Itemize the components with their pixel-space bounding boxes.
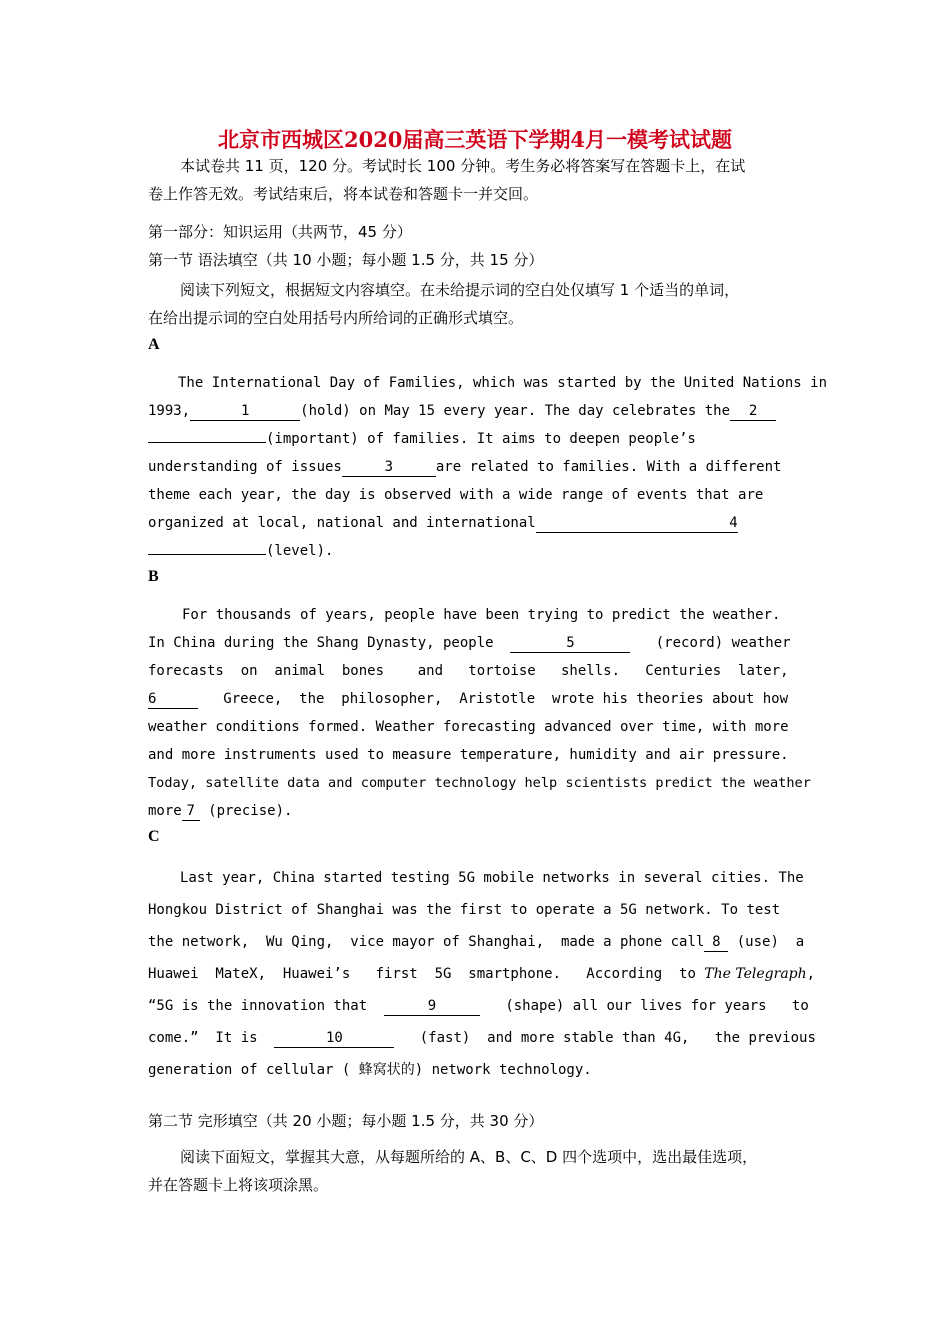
passage-line	[148, 425, 808, 453]
passage-line: weather conditions formed. Weather forecasting advanced over time, with more	[148, 719, 789, 735]
text-run: 1993,	[148, 403, 191, 419]
passage-line: The International Day of Families, which was started by the United Nations in	[178, 375, 828, 391]
instruction-line: 在给出提示词的空白处用括号内所给词的正确形式填空。	[148, 309, 524, 327]
passage-line	[148, 1022, 816, 1054]
text-run: (important) of families. It aims to deepen people’s	[266, 431, 696, 447]
passage-label-b: B	[148, 568, 159, 585]
publication-title: The Telegraph	[704, 966, 807, 982]
blank-2[interactable]: 2	[730, 402, 776, 421]
passage-a	[148, 369, 828, 565]
passage-line: Last year, China started testing 5G mobile networks in several cities. The	[180, 870, 804, 886]
blank-4-cont	[148, 554, 266, 555]
passage-line	[148, 990, 808, 1022]
instruction-line: 阅读下列短文，根据短文内容填空。在未给提示词的空白处仅填写 1 个适当的单词，	[180, 281, 740, 299]
text-run: (level).	[266, 543, 334, 559]
instruction-line: 阅读下面短文，掌握其大意，从每题所给的 A、B、C、D 四个选项中，选出最佳选项，	[180, 1148, 758, 1166]
text-run: “5G is the innovation that	[148, 998, 368, 1014]
passage-line	[148, 509, 808, 537]
section1-instructions	[148, 276, 808, 332]
section-heading: 第一节 语法填空（共 10 小题；每小题 1.5 分，共 15 分）	[148, 251, 544, 269]
passage-line: Hongkou District of Shanghai was the first to operate a 5G network. To test	[148, 902, 781, 918]
instruction-line: 并在答题卡上将该项涂黑。	[148, 1176, 329, 1194]
text-run: (fast) and more stable than 4G, the previous	[419, 1030, 816, 1046]
passage-line	[148, 629, 808, 657]
text-run: (hold) on May 15 every year. The day celebrates the	[300, 403, 731, 419]
text-run: In China during the Shang Dynasty, people	[148, 635, 494, 651]
passage-line	[148, 537, 808, 565]
text-run: Huawei MateX, Huawei’s first 5G smartphone. According to	[148, 966, 705, 982]
part-heading: 第一部分：知识运用（共两节，45 分）	[148, 223, 412, 241]
text-run: (record) weather	[655, 635, 791, 651]
passage-line	[148, 397, 808, 425]
passage-line	[148, 453, 808, 481]
text-run: the network, Wu Qing, vice mayor of Shanghai, made a phone call	[148, 934, 705, 950]
text-run: more	[148, 803, 182, 819]
text-run: come.” It is	[148, 1030, 258, 1046]
passage-line	[148, 685, 808, 713]
blank-5[interactable]: 5	[510, 634, 630, 653]
blank-7[interactable]: 7	[182, 802, 200, 821]
section2-instructions	[148, 1143, 808, 1199]
blank-3[interactable]: 3	[342, 458, 436, 477]
text-run: (precise).	[199, 803, 293, 819]
text-run: (use) a	[728, 934, 805, 950]
part1-header	[148, 218, 808, 274]
passage-line	[148, 958, 816, 990]
passage-line: theme each year, the day is observed with a wide range of events that are	[148, 487, 764, 503]
section2-header	[148, 1107, 808, 1135]
page-title: 北京市西城区2020届高三英语下学期4月一模考试试题	[217, 127, 733, 152]
passage-line: forecasts on animal bones and tortoise shells. Centuries later,	[148, 663, 789, 679]
passage-line: Today, satellite data and computer technology help scientists predict the weather	[148, 775, 811, 791]
passage-label-c: C	[148, 828, 160, 845]
blank-4[interactable]: 4	[536, 514, 738, 533]
section-heading: 第二节 完形填空（共 20 小题；每小题 1.5 分，共 30 分）	[148, 1112, 544, 1130]
passage-line	[148, 926, 808, 958]
intro-line: 卷上作答无效。考试结束后，将本试卷和答题卡一并交回。	[148, 185, 539, 203]
text-run: organized at local, national and international	[148, 515, 536, 531]
passage-line: For thousands of years, people have been trying to predict the weather.	[182, 607, 781, 623]
intro-line: 本试卷共 11 页，120 分。考试时长 100 分钟。考生务必将答案写在答题卡上，在试	[180, 157, 746, 175]
blank-8[interactable]: 8	[704, 933, 728, 952]
text-run: are related to families. With a different	[435, 459, 782, 475]
blank-2-cont	[148, 442, 266, 443]
blank-10[interactable]: 10	[274, 1029, 394, 1048]
text-run: Greece, the philosopher, Aristotle wrote his theories about how	[223, 691, 789, 707]
passage-line: and more instruments used to measure temperature, humidity and air pressure.	[148, 747, 789, 763]
passage-line	[148, 797, 808, 825]
passage-c	[148, 862, 816, 1086]
blank-6[interactable]: 6	[148, 690, 198, 709]
passage-line: generation of cellular ( 蜂窝状的) network technology.	[148, 1062, 592, 1078]
text-run: (shape) all our lives for years to	[505, 998, 809, 1014]
blank-9[interactable]: 9	[384, 997, 480, 1016]
passage-b	[148, 601, 811, 825]
passage-label-a: A	[148, 336, 160, 353]
text-run: understanding of issues	[148, 459, 342, 475]
exam-intro	[148, 152, 808, 208]
blank-1[interactable]: 1	[190, 402, 300, 421]
text-run: ,	[806, 966, 816, 982]
